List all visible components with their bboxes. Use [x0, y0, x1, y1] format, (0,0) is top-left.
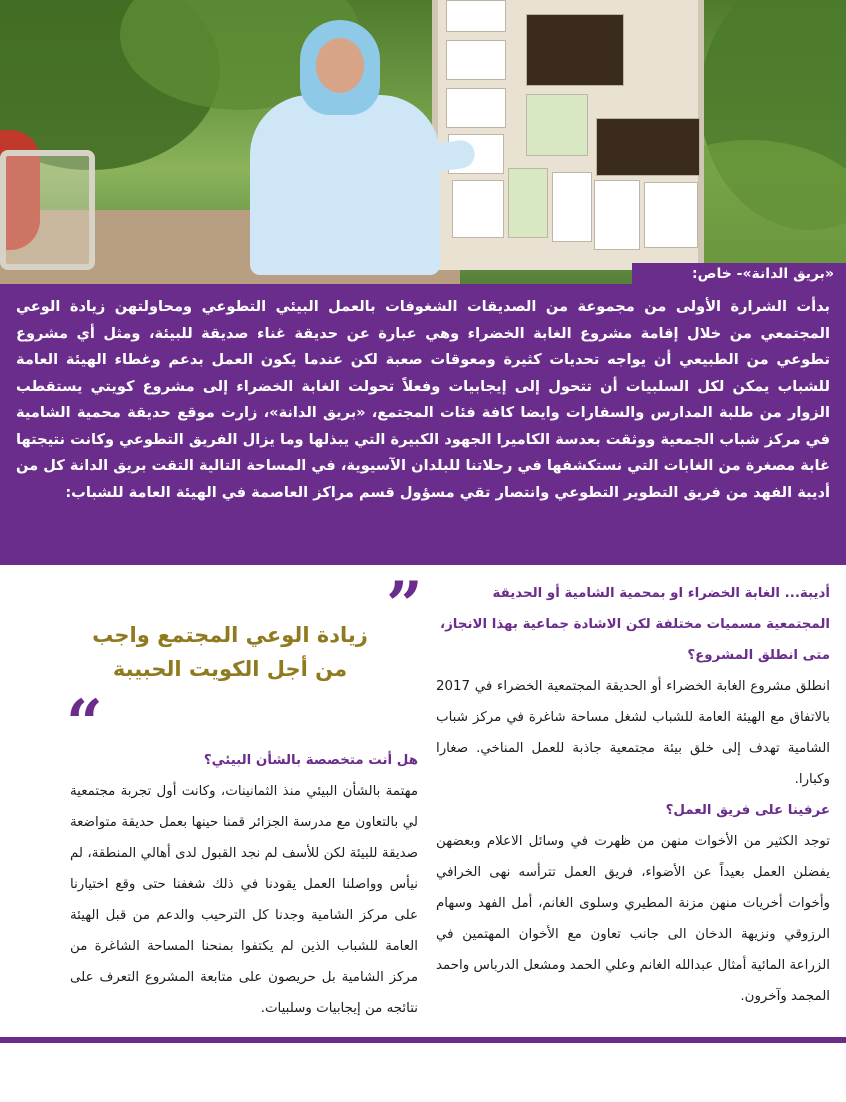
closing-quote-icon: ” — [386, 568, 423, 643]
speaker-face — [316, 38, 364, 93]
pull-quote-text — [70, 618, 390, 686]
intro-paragraph: بدأت الشرارة الأولى من مجموعة من الصديقات الشغوفات بالعمل البيئي التطوعي ومحاولتهن زيادة الوعي المجتمعي من خلال إقامة مشروع الغابة الخضراء وهي عبارة عن حديقة غناء صديقة للبيئة، ومثل أي مشروع تطوعي من الطبيعي أن يواجه تحديات كثيرة ومعوقات صعبة لكن عندما يكون العمل بدعم وغطاء الهيئة العامة للشباب يمكن لكل السلبيات أن تتحول إلى إيجابيات وفعلاً تحولت الغابة الخضراء إلى مشروع كويتي يستقطب الزوار من طلبة المدارس والسفارات وايضا كافة فئات المجتمع، «بريق الدانة»، زارت موقع حديقة محمية الشامية في مركز شباب الجمعية ووثقت بعدسة الكاميرا الجهود الكبيرة التي يبذلها وما يزال الفريق التطوعي وكانت نتيجتها غابة مصغرة من الغابات التي نستكشفها في رحلاتنا للبلدان الآسيوية، في المساحة التالية التقت بريق الدانة كل من أديبة الفهد من فريق التطوير التطوعي وانتصار تقي مسؤول قسم مراكز العاصمة في الهيئة العامة للشباب: — [16, 298, 830, 501]
pull-quote-line: من أجل الكويت الحبيبة — [112, 657, 348, 681]
poster — [446, 0, 506, 32]
answer: توجد الكثير من الأخوات منهن من ظهرت في وسائل الاعلام وبعضهن يفضلن العمل بعيداً عن الأضواء، فريق العمل تترأسه نهى الخرافي وأخوات أخريات منهن مزنة المطيري وسلوى الغانم، أمل الفهد وسهام الرزوقي ونزيهة الدخان الى جانب تعاون مع الأخوان المهتمين في الزراعة المائية أمثال عبدالله الغانم وعلي الحمد ومشعل الدرباس واحمد المجمد وآخرون. — [436, 834, 830, 1004]
answer: انطلق مشروع الغابة الخضراء أو الحديقة المجتمعية الخضراء في 2017 بالاتفاق مع الهيئة العامة للشباب لشغل مساحة شاغرة في مركز شباب الشامية تهدف إلى خلق بيئة مجتمعية جاذبة للعمل المناخي. صغارا وكبارا. — [436, 679, 830, 787]
speaker-figure — [250, 95, 440, 275]
poster — [446, 88, 506, 128]
pull-quote-line: زيادة الوعي المجتمع واجب — [92, 623, 368, 647]
answer: مهتمة بالشأن البيئي منذ الثمانينات، وكانت أول تجربة مجتمعية لي بالتعاون مع مدرسة الجزائر قمنا حينها بعمل حديقة متواضعة صديقة للبيئة لكن للأسف لم نجد القبول لدى أهالي المنطقة، لم نيأس وواصلنا العمل يقودنا في ذلك شغفنا حتى وقع اختيارنا على مركز الشامية وجدنا كل الترحيب والدعم من قبل الهيئة العامة للشباب الذين لم يكتفوا بمنحنا المساحة الشاغرة من مركز الشامية بل حريصون على متابعة المشروع التعرف على نتائجه من إيجابيات وسلبيات. — [70, 784, 418, 1016]
footprint-poster — [552, 172, 592, 242]
left-column — [70, 745, 418, 1024]
intro-box — [0, 284, 846, 565]
poster — [596, 118, 700, 176]
garden-chair — [0, 150, 95, 270]
food-forest-poster — [526, 14, 624, 86]
poster — [644, 182, 698, 248]
poster — [446, 40, 506, 80]
footer-rule — [0, 1037, 846, 1043]
opening-quote-icon: “ — [66, 686, 103, 761]
right-column — [436, 578, 830, 1012]
poster — [508, 168, 548, 238]
question: أديبة... الغابة الخضراء او بمحمية الشامية أو الحديقة المجتمعية مسميات مختلفة لكن الاشادة جماعية بهذا الانجاز، متى انطلق المشروع؟ — [440, 586, 830, 663]
hero-photo — [0, 0, 846, 284]
footprint-poster — [594, 180, 640, 250]
poster — [452, 180, 504, 238]
tree-poster — [526, 94, 588, 156]
question: هل أنت متخصصة بالشأن البيئي؟ — [203, 753, 418, 768]
poster-board — [432, 0, 704, 270]
photo-caption: «بريق الدانة»- خاص: — [632, 263, 846, 285]
question: عرفينا على فريق العمل؟ — [665, 803, 830, 818]
